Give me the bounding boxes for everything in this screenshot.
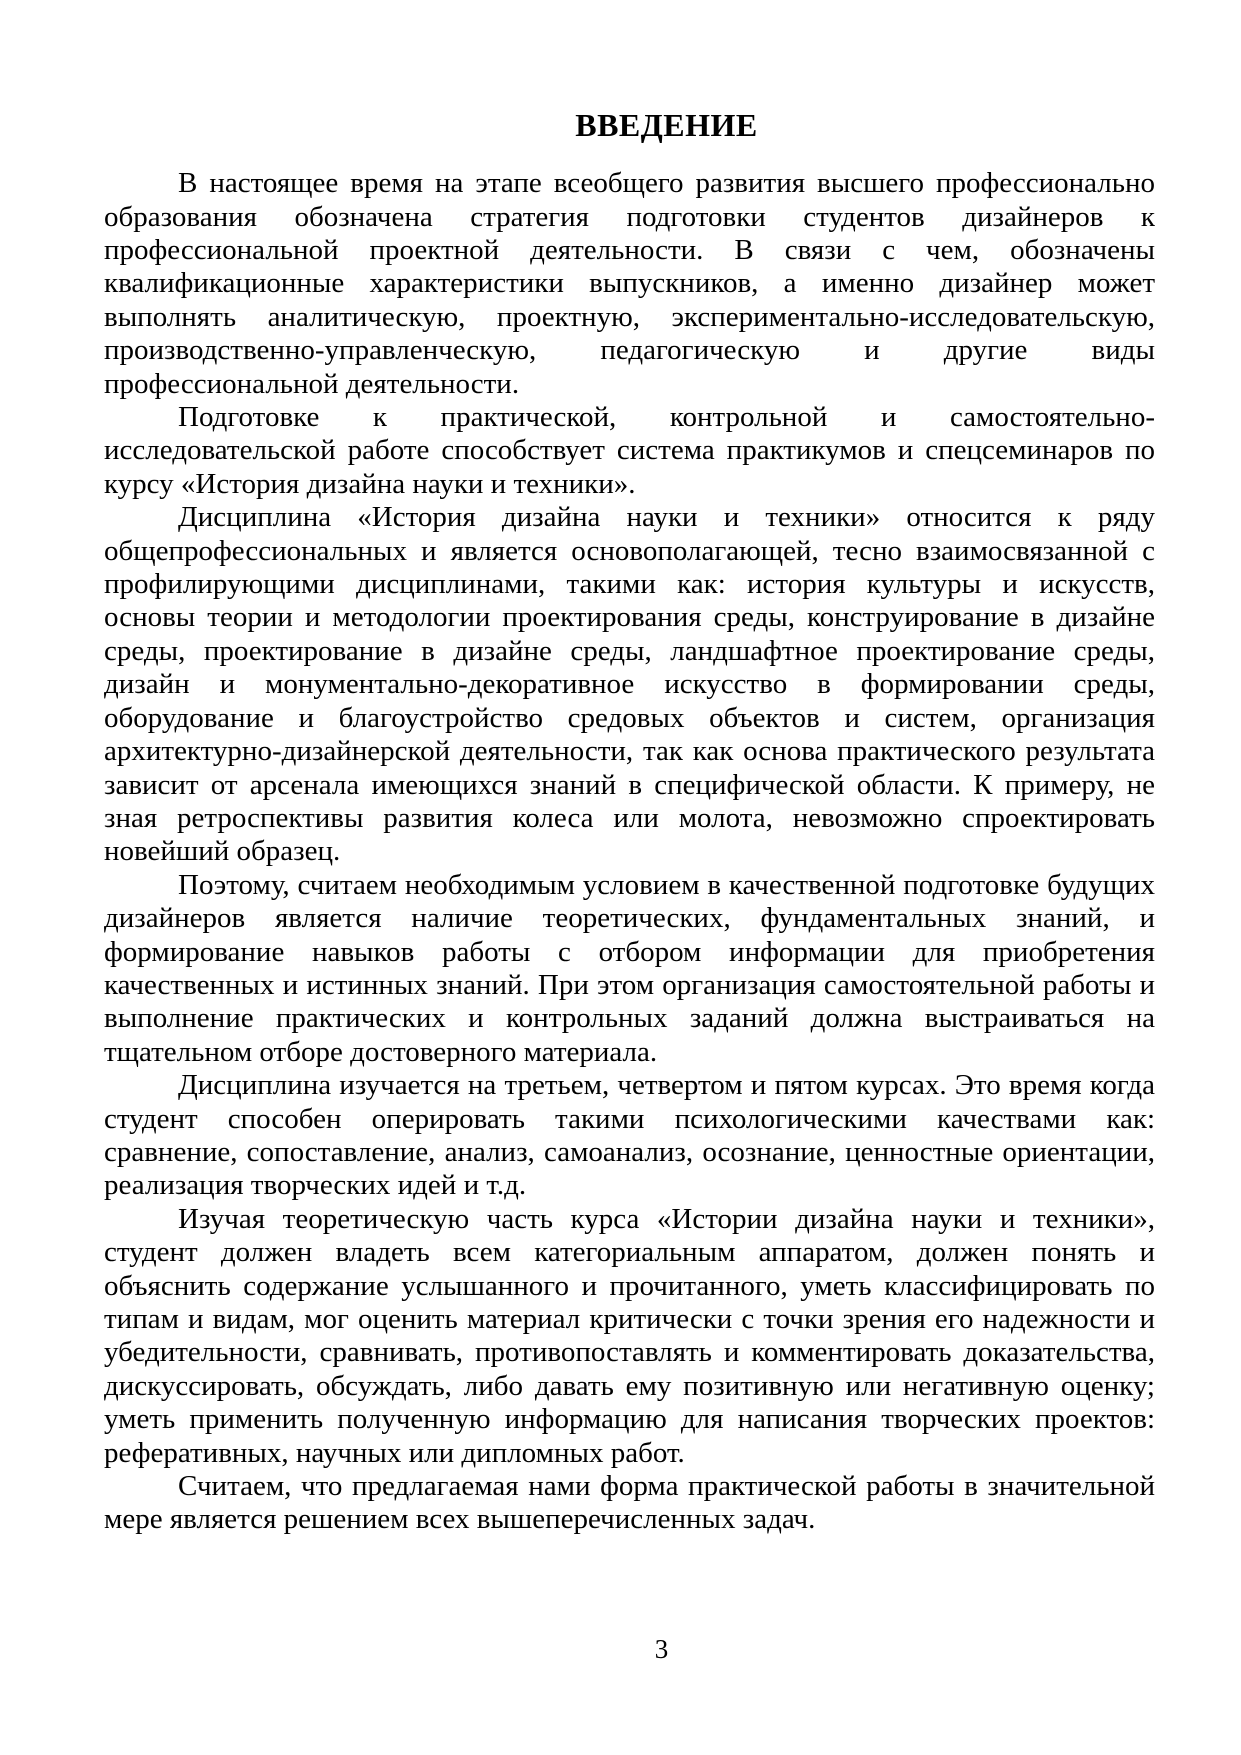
page-title: ВВЕДЕНИЕ bbox=[575, 107, 758, 143]
paragraph-course-years: Дисциплина изучается на третьем, четвертом и пятом курсах. Это время когда студент способен оперировать такими психологическими качествами как: сравнение, сопоставление, анализ, самоанализ, осознание, ценностные ориентации, реализация творческих идей и т.д. bbox=[104, 1069, 1155, 1202]
page-number: 3 bbox=[654, 1634, 669, 1664]
document-body bbox=[104, 167, 1155, 1537]
paragraph-theory-study: Изучая теоретическую часть курса «Истории дизайна науки и техники», студент должен владеть всем категориальным аппаратом, должен понять и объяснить содержание услышанного и прочитанного, уметь классифицировать по типам и видам, мог оценить материал критически с точки зрения его надежности и убедительности, сравнивать, противопоставлять и комментировать доказательства, дискуссировать, обсуждать, либо давать ему позитивную или негативную оценку; уметь применить полученную информацию для написания творческих проектов: реферативных, научных или дипломных работ. bbox=[104, 1202, 1155, 1469]
paragraph-preparation: Подготовке к практической, контрольной и самостоятельно-исследовательской работе способствует система практикумов и спецсеминаров по курсу «История дизайна науки и техники». bbox=[104, 401, 1155, 500]
paragraph-conclusion: Считаем, что предлагаемая нами форма практической работы в значительной мере является решением всех вышеперечисленных задач. bbox=[104, 1470, 1155, 1536]
paragraph-discipline-relations: Дисциплина «История дизайна науки и техники» относится к ряду общепрофессиональных и является основополагающей, тесно взаимосвязанной с профилирующими дисциплинами, такими как: история культуры и искусств, основы теории и методологии проектирования среды, конструирование в дизайне среды, проектирование в дизайне среды, ландшафтное проектирование среды, дизайн и монументально-декоративное искусство в формировании среды, оборудование и благоустройство средовых объектов и систем, организация архитектурно-дизайнерской деятельности, так как основа практического результата зависит от арсенала имеющихся знаний в специфической области. К примеру, не зная ретроспективы развития колеса или молота, невозможно спроектировать новейший образец. bbox=[104, 501, 1155, 868]
paragraph-intro: В настоящее время на этапе всеобщего развития высшего профессионально образования обозначена стратегия подготовки студентов дизайнеров к профессиональной проектной деятельности. В связи с чем, обозначены квалификационные характеристики выпускников, а именно дизайнер может выполнять аналитическую, проектную, экспериментально-исследовательскую, производственно-управленческую, педагогическую и другие виды профессиональной деятельности. bbox=[104, 167, 1155, 400]
paragraph-quality-training: Поэтому, считаем необходимым условием в качественной подготовке будущих дизайнеров является наличие теоретических, фундаментальных знаний, и формирование навыков работы с отбором информации для приобретения качественных и истинных знаний. При этом организация самостоятельной работы и выполнение практических и контрольных заданий должна выстраиваться на тщательном отборе достоверного материала. bbox=[104, 868, 1155, 1068]
